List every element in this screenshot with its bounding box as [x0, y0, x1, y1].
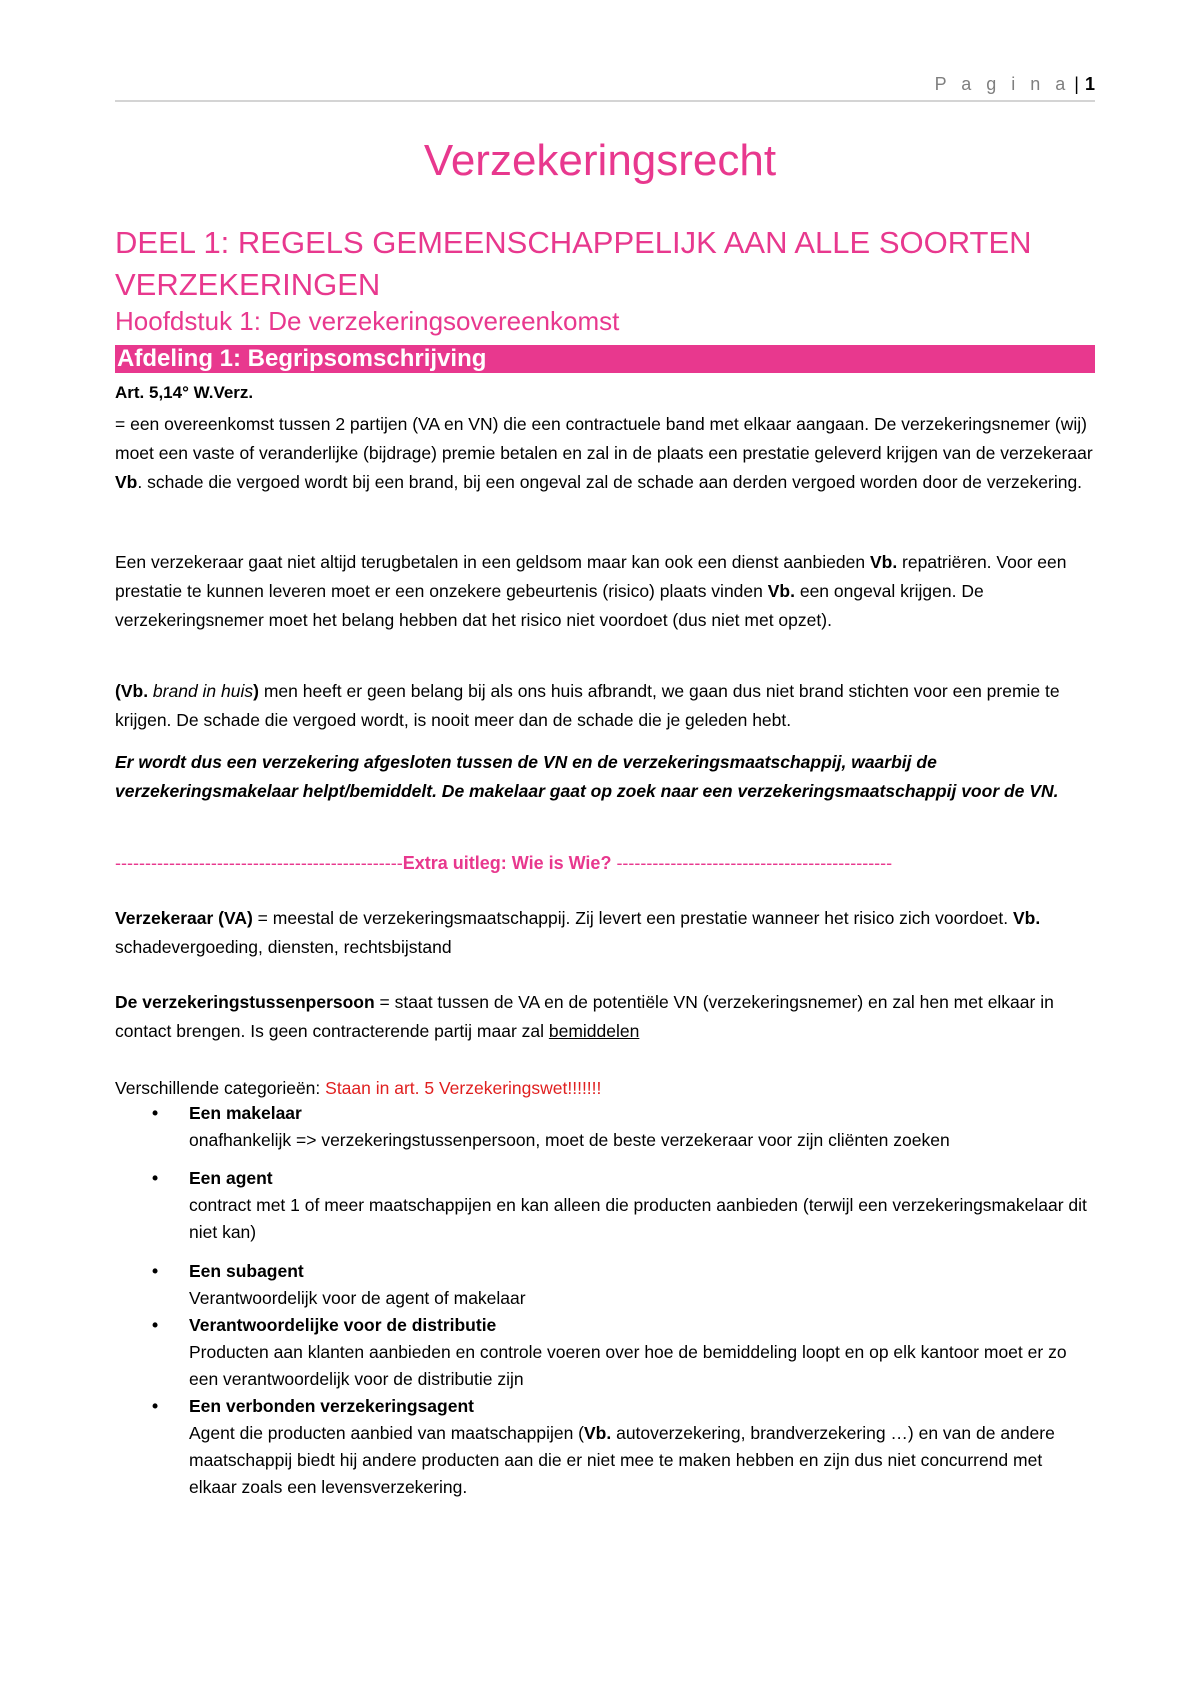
text-bold: Vb.: [767, 581, 795, 601]
text: Een verzekeraar gaat niet altijd terugbetalen in een geldsom maar kan ook een dienst aanbieden: [115, 552, 870, 572]
extra-explanation-divider: [115, 853, 1100, 874]
text: repatriëren. Voor een prestatie te kunnen leveren moet er een onzekere gebeurtenis (risico) plaats vinden: [115, 552, 1067, 601]
text: schadevergoeding, diensten, rechtsbijstand: [115, 937, 452, 957]
term: Verzekeraar (VA): [115, 908, 253, 928]
categories-intro: [115, 1078, 601, 1099]
page-number: 1: [1084, 74, 1095, 94]
text: = staat tussen de VA en de potentiële VN (verzekeringsnemer) en zal hen met elkaar in contact brengen. Is geen contracterende partij maar zal: [115, 992, 1054, 1041]
text-bold: Vb.: [1012, 908, 1041, 928]
paragraph-verzekeraar: [115, 904, 1100, 962]
page-header: [115, 74, 1095, 102]
list-item-text: Producten aan klanten aanbieden en controle voeren over hoe de bemiddeling loopt en op elk kantoor moet er zo een verantwoordelijk voor de distributie zijn: [189, 1342, 1067, 1389]
chapter-heading: Hoofdstuk 1: De verzekeringsovereenkomst: [115, 306, 620, 336]
list-item-title: Een verbonden verzekeringsagent: [189, 1396, 474, 1416]
list-item: [152, 1258, 1092, 1312]
text-bold: Vb.: [584, 1423, 612, 1443]
text: men heeft er geen belang bij als ons huis afbrandt, we gaan dus niet brand stichten voor een premie te krijgen. De schade die vergoed wordt, is nooit meer dan de schade die je geleden hebt.: [115, 681, 1060, 730]
list-item-text: Verantwoordelijk voor de agent of makelaar: [189, 1288, 526, 1308]
bullet-icon: •: [152, 1261, 159, 1281]
paragraph-summary: Er wordt dus een verzekering afgesloten tussen de VN en de verzekeringsmaatschappij, waarbij de verzekeringsmakelaar helpt/bemiddelt. De makelaar gaat op zoek naar een verzekeringsmaatschappij voor de VN.: [115, 752, 1059, 801]
text: = een overeenkomst tussen 2 partijen (VA en VN) die een contractuele band met elkaar aangaan. De verzekeringsnemer (wij) moet een vaste of veranderlijke (bijdrage) premie betalen en zal in de plaats een prestatie geleverd krijgen van de verzekeraar: [115, 414, 1093, 463]
bullet-icon: •: [152, 1315, 159, 1335]
bullet-icon: •: [152, 1168, 159, 1188]
text: . schade die vergoed wordt bij een brand, bij een ongeval zal de schade aan derden vergoed worden door de verzekering.: [137, 472, 1083, 492]
text-bold: (Vb.: [115, 681, 149, 701]
text-underlined: bemiddelen: [548, 1021, 640, 1041]
bullet-icon: •: [152, 1396, 159, 1416]
text-bold: Vb: [115, 472, 138, 492]
list-item: [152, 1165, 1092, 1246]
paragraph-example-fire: [115, 677, 1100, 735]
text-red: Staan in art. 5 Verzekeringswet!!!!!!!: [325, 1078, 602, 1098]
article-reference: Art. 5,14° W.Verz.: [115, 383, 254, 402]
list-item-title: Verantwoordelijke voor de distributie: [189, 1315, 497, 1335]
bullet-icon: •: [152, 1103, 159, 1123]
text-bold: Vb.: [869, 552, 898, 572]
list-item: [152, 1312, 1092, 1393]
section-heading: Afdeling 1: Begripsomschrijving: [115, 345, 1095, 373]
list-item-text: [189, 1420, 1092, 1501]
paragraph-insurer-services: [115, 548, 1100, 635]
paragraph-definition: [115, 410, 1100, 497]
page-label: P a g i n a: [934, 74, 1071, 94]
list-item-text: contract met 1 of meer maatschappijen en kan alleen die producten aanbieden (terwijl een verzekeringsmakelaar dit niet kan): [189, 1195, 1087, 1242]
text: een ongeval krijgen. De verzekeringsnemer moet het belang hebben dat het risico niet voordoet (dus niet met opzet).: [115, 581, 984, 630]
list-item-title: Een makelaar: [189, 1103, 302, 1123]
list-item: [152, 1100, 1092, 1154]
list-item: [152, 1393, 1092, 1501]
text: Verschillende categorieën:: [115, 1078, 326, 1098]
text-italic: brand in huis: [148, 681, 254, 701]
part-heading: DEEL 1: REGELS GEMEENSCHAPPELIJK AAN ALLE SOORTEN VERZEKERINGEN: [115, 225, 1032, 302]
text-bold: ): [253, 681, 259, 701]
term: De verzekeringstussenpersoon: [115, 992, 375, 1012]
text: = meestal de verzekeringsmaatschappij. Zij levert een prestatie wanneer het risico zich voordoet.: [252, 908, 1013, 928]
list-item-text: onafhankelijk => verzekeringstussenpersoon, moet de beste verzekeraar voor zijn cliënten zoeken: [189, 1130, 950, 1150]
paragraph-tussenpersoon: [115, 988, 1100, 1046]
document-title: Verzekeringsrecht: [423, 136, 777, 185]
list-item-title: Een subagent: [189, 1261, 304, 1281]
divider-label: Extra uitleg: Wie is Wie?: [402, 853, 612, 873]
text: Agent die producten aanbied van maatschappijen (: [189, 1423, 584, 1443]
divider-dashes-right: ----------------------------------------------: [611, 853, 893, 873]
text: autoverzekering, brandverzekering …) en van de andere maatschappij biedt hij andere producten aan die er niet mee te maken hebben en zijn dus niet concurrend met elkaar zoals een levensverzekering.: [189, 1423, 1055, 1497]
page-separator: |: [1074, 74, 1079, 94]
list-item-title: Een agent: [189, 1168, 273, 1188]
divider-dashes-left: ------------------------------------------------: [115, 853, 403, 873]
